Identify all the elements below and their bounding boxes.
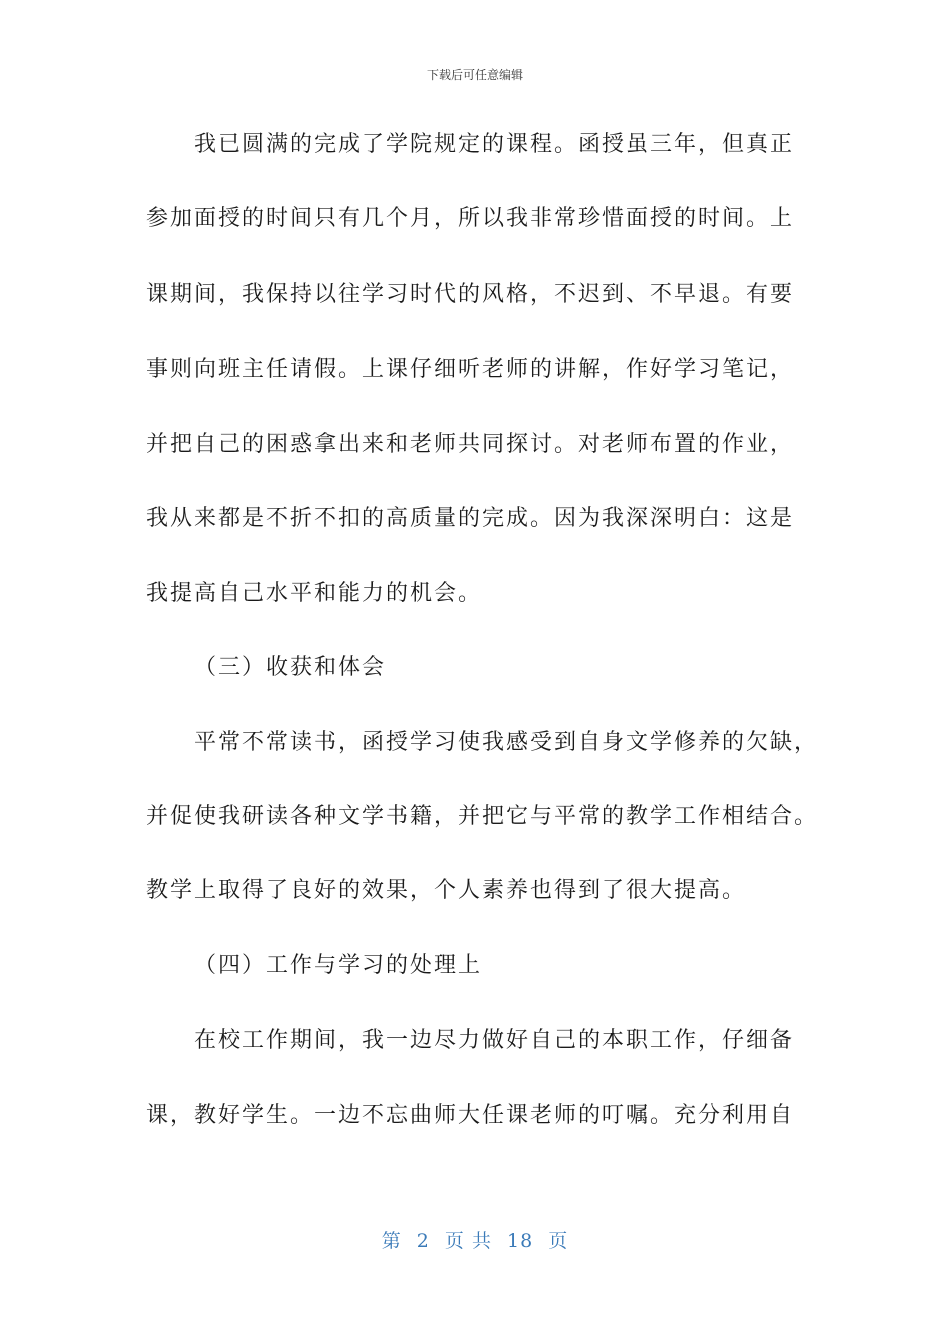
paragraph-line: 参加面授的时间只有几个月，所以我非常珍惜面授的时间。上: [146, 206, 795, 231]
paragraph-line: 事则向班主任请假。上课仔细听老师的讲解，作好学习笔记，: [146, 357, 795, 382]
paragraph-line: 我从来都是不折不扣的高质量的完成。因为我深深明白：这是: [146, 506, 795, 531]
header-note: 下载后可任意编辑: [426, 68, 523, 82]
footer-page-number: 2: [416, 1230, 430, 1252]
footer-prefix: 第: [381, 1230, 402, 1252]
paragraph-line: 课期间，我保持以往学习时代的风格，不迟到、不早退。有要: [146, 282, 795, 307]
page-footer: [0, 1226, 950, 1253]
paragraph-line: 教学上取得了良好的效果，个人素养也得到了很大提高。: [146, 878, 747, 903]
paragraph-line: 平常不常读书，函授学习使我感受到自身文学修养的欠缺，: [194, 730, 819, 755]
footer-middle: 页 共: [444, 1230, 492, 1252]
paragraph-line: 并把自己的困惑拿出来和老师共同探讨。对老师布置的作业，: [146, 432, 795, 457]
paragraph-line: 我已圆满的完成了学院规定的课程。函授虽三年，但真正: [194, 132, 795, 157]
section-heading: （三）收获和体会: [194, 655, 387, 680]
paragraph-line: 课，教好学生。一边不忘曲师大任课老师的叮嘱。充分利用自: [146, 1103, 795, 1128]
paragraph-line: 在校工作期间，我一边尽力做好自己的本职工作，仔细备: [194, 1028, 795, 1053]
section-heading: （四）工作与学习的处理上: [194, 953, 483, 978]
paragraph-line: 我提高自己水平和能力的机会。: [146, 581, 483, 606]
footer-total-pages: 18: [507, 1230, 534, 1252]
footer-suffix: 页: [548, 1230, 569, 1252]
paragraph-line: 并促使我研读各种文学书籍，并把它与平常的教学工作相结合。: [146, 804, 819, 829]
